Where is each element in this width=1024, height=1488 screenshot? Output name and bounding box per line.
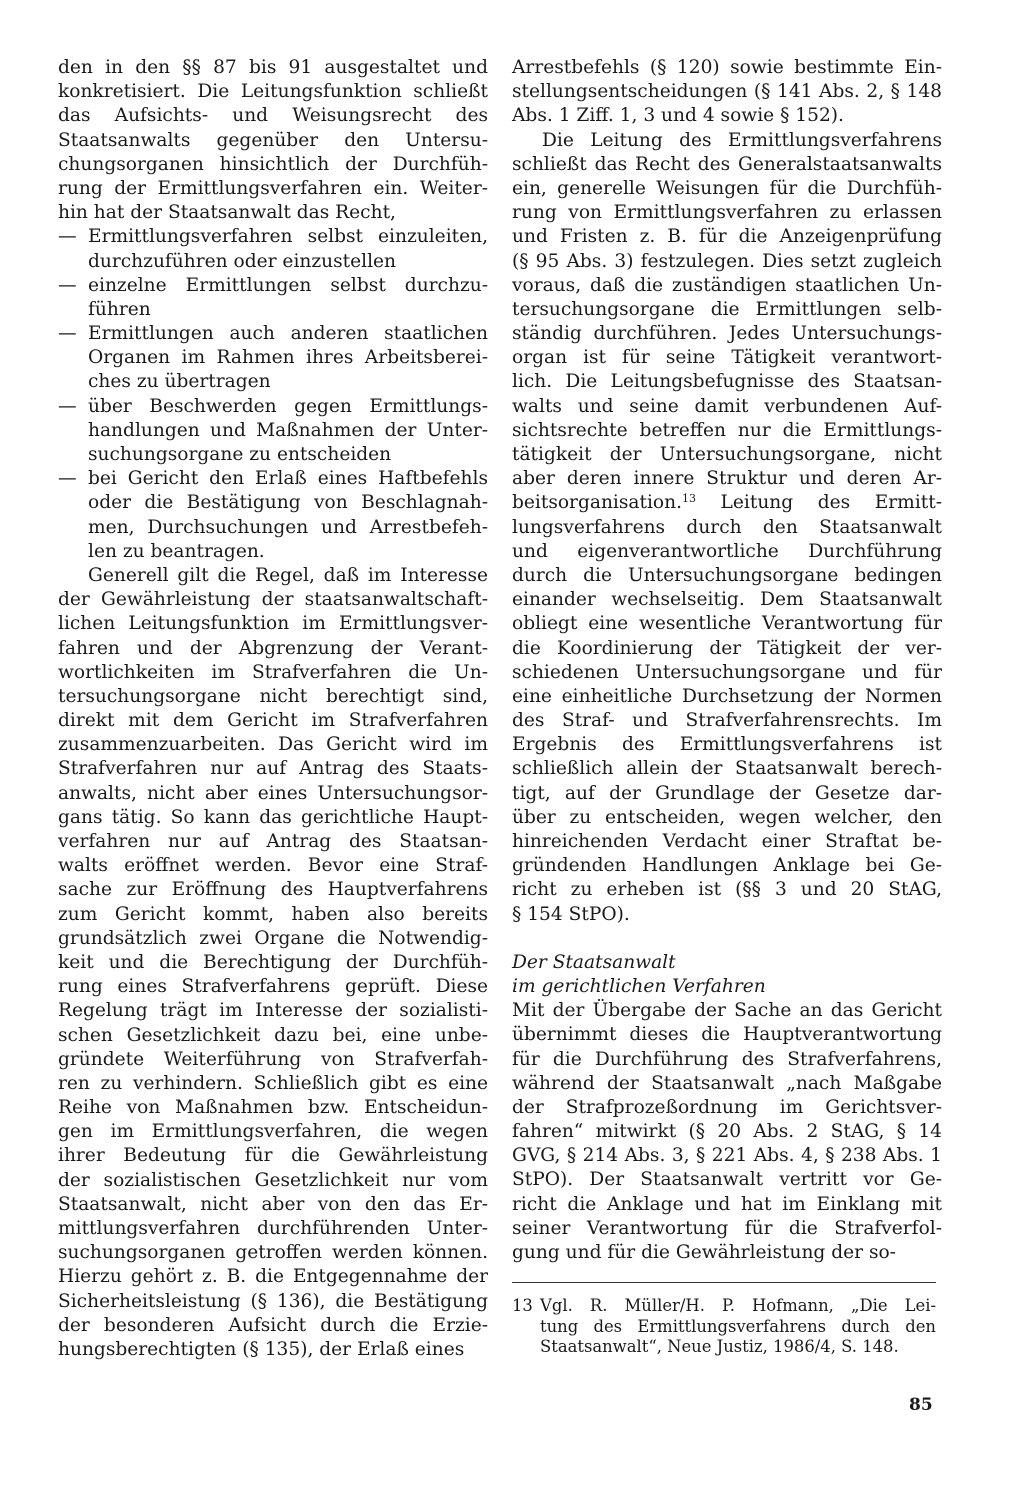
text-line: Staatsanwalts gegenüber den Untersu- [58,129,488,151]
text-line: Organen im Rahmen ihres Arbeitsberei- [88,347,488,369]
text-line: keit und die Berechtigung der Durchfüh- [58,951,488,973]
text-line: Ergebnis des Ermittlungsverfahrens ist [512,734,942,756]
text-line: verfahren nur auf Antrag des Staatsan- [58,831,488,852]
text-line: gung und für die Gewährleistung der so- [512,1242,896,1263]
text-line: bei Gericht den Erlaß eines Haftbefehls [88,468,488,490]
text-line: stellungsentscheidungen (§ 141 Abs. 2, § 148 [512,81,942,103]
text-line: einzelne Ermittlungen selbst durchzu- [88,274,488,296]
text-line: walts und seine damit verbundenen Auf- [512,395,942,417]
footnote-divider [512,1282,936,1283]
text-line: oder die Bestätigung von Beschlagnah- [88,492,488,514]
text-line: der Gewährleistung der staatsanwaltschaft- [58,589,488,611]
left-paragraph-2 [58,564,488,1362]
section-heading [512,951,942,999]
text-line: Strafverfahren nur auf Antrag des Staats- [58,758,488,780]
text-line: lich. Die Leitungsbefugnisse des Staatsan- [512,371,942,393]
text-line: Sicherheitsleistung (§ 136), die Bestätigung [58,1290,488,1312]
text-line: des Straf- und Strafverfahrensrechts. Im [512,710,942,732]
text-line: Regelung trägt im Interesse der sozialisti- [58,1000,488,1022]
text-line: das Aufsichts- und Weisungsrecht des [58,105,488,127]
paragraph-lines [512,129,942,492]
text-line: GVG, § 214 Abs. 3, § 221 Abs. 4, § 238 Abs. 1 [512,1145,942,1167]
text-line: Arrestbefehls (§ 120) sowie bestimmte Ein- [512,57,942,78]
text-line: und Fristen z. B. für die Anzeigenprüfung [512,226,942,248]
text-fragment: beitsorganisation. [512,492,682,514]
text-line: tersuchungsorgane die Ermittlungen selb- [512,298,942,320]
text-line: fahren“ mitwirkt (§ 20 Abs. 2 StAG, § 14 [512,1121,942,1143]
footnote-text [512,1296,936,1358]
text-line: wortlichkeiten im Strafverfahren die Un- [58,661,488,683]
list-item [58,467,488,564]
dash-marker: — [58,395,77,417]
footnote-line: Staatsanwalt“, Neue Justiz, 1986/4, S. 148. [540,1337,899,1357]
text-line: sache zur Eröffnung des Hauptverfahrens [58,879,488,901]
text-line: über zu entscheiden, wegen welcher, den [512,806,942,828]
text-line: StPO). Der Staatsanwalt vertritt vor Ge- [512,1169,942,1191]
section-heading-line: im gerichtlichen Verfahren [512,975,766,997]
text-line: gründete Weiterführung von Strafverfah- [58,1048,488,1070]
text-line: übernimmt dieses die Hauptverantwortung [512,1024,942,1046]
text-line: Generell gilt die Regel, daß im Interesse [88,564,488,586]
text-line: Ermittlungsverfahren selbst einzuleiten, [88,226,488,248]
right-column [512,56,942,1265]
footnote-reference: 13 [682,492,696,506]
footnote-number: 13 [512,1296,533,1315]
text-line: tigt, auf der Grundlage der Gesetze dar- [512,782,942,804]
text-line: walts eröffnet werden. Bevor eine Straf- [58,855,488,877]
dash-marker: — [58,323,77,345]
text-line: schließlich allein der Staatsanwalt berech- [512,758,942,780]
text-line: (§ 95 Abs. 3) festzulegen. Dies setzt zugleich [512,250,942,272]
section-heading-line: Der Staatsanwalt [512,951,676,973]
text-line: der Strafprozeßordnung im Gerichtsver- [512,1096,942,1118]
text-line: gans tätig. So kann das gerichtliche Haupt- [58,806,488,828]
text-line: suchungsorganen getroffen werden können. [58,1242,488,1264]
text-line: schen Gesetzlichkeit dazu bei, eine unbe- [58,1024,488,1046]
text-line-with-footnote [512,491,942,515]
dash-marker: — [58,274,77,296]
text-line: anwalts, nicht aber eines Untersuchungsor- [58,782,488,804]
right-paragraph-3 [512,999,942,1265]
right-paragraph-2 [512,129,942,927]
text-line: hinreichenden Verdacht einer Straftat be- [512,831,942,852]
text-line: hin hat der Staatsanwalt das Recht, [58,202,396,224]
footnote-line: Vgl. R. Müller/H. P. Hofmann, „Die Lei- [540,1296,936,1315]
text-line: Staatsanwalt, nicht aber von den das Er- [58,1193,488,1215]
text-line: obliegt eine wesentliche Verantwortung für [512,613,942,635]
text-line: schiedenen Untersuchungsorgane und für [512,661,942,683]
text-line: seiner Verantwortung für die Strafverfol- [512,1217,942,1239]
text-line: Abs. 1 Ziff. 1, 3 und 4 sowie § 152). [512,105,844,127]
text-line: durch die Untersuchungsorgane bedingen [512,564,942,586]
dash-marker: — [58,468,77,490]
text-line: handlungen und Maßnahmen der Unter- [88,419,488,441]
text-line: richt zu erheben ist (§§ 3 und 20 StAG, [512,879,942,901]
text-line: lichen Leitungsfunktion im Ermittlungsver- [58,613,488,635]
right-paragraph-1 [512,56,942,129]
text-line: aber deren innere Struktur und deren Ar- [512,468,942,490]
text-fragment: Leitung des Ermitt- [696,492,942,514]
left-paragraph-1 [58,56,488,225]
text-line: § 154 StPO). [512,903,630,925]
text-line: eine einheitliche Durchsetzung der Normen [512,685,942,707]
text-line: konkretisiert. Die Leitungsfunktion schließt [58,81,488,103]
text-line: gründenden Handlungen Anklage bei Ge- [512,855,942,877]
text-line: rung von Ermittlungsverfahren zu erlassen [512,202,942,224]
text-line: men, Durchsuchungen und Arrestbefeh- [88,516,488,538]
text-line: direkt mit dem Gericht im Strafverfahren [58,710,488,732]
text-line: Mit der Übergabe der Sache an das Gericht [512,1000,942,1022]
footnote [512,1296,936,1358]
rights-list [58,225,488,564]
text-line: ein, generelle Weisungen für die Durchfüh- [512,177,942,199]
text-line: schließt das Recht des Generalstaatsanwalts [512,153,942,175]
text-line: voraus, daß die zuständigen staatlichen Un- [512,274,942,296]
text-line: für die Durchführung des Strafverfahrens, [512,1048,942,1070]
text-line: rung eines Strafverfahrens geprüft. Diese [58,976,488,998]
text-line: ständig durchführen. Jedes Untersuchungs- [512,323,942,345]
text-line: chungsorganen hinsichtlich der Durchfüh- [58,153,488,175]
text-line: über Beschwerden gegen Ermittlungs- [88,395,488,417]
text-line: den in den §§ 87 bis 91 ausgestaltet und [58,57,488,78]
list-item [58,322,488,395]
list-item [58,225,488,273]
text-line: tersuchungsorgane nicht berechtigt sind, [58,685,488,707]
text-line: gen im Ermittlungsverfahren, die wegen [58,1121,488,1143]
text-line: mittlungsverfahren durchführenden Unter- [58,1218,488,1239]
list-item [58,395,488,468]
text-line: durchzuführen oder einzustellen [88,250,397,272]
text-line: der besonderen Aufsicht durch die Erzie- [58,1314,488,1336]
text-line: lungsverfahrens durch den Staatsanwalt [512,516,942,538]
text-line: ihrer Bedeutung für die Gewährleistung [58,1145,488,1167]
text-line: ren zu verhindern. Schließlich gibt es eine [58,1072,488,1094]
text-line: fahren und der Abgrenzung der Verant- [58,637,488,659]
text-line: Hierzu gehört z. B. die Entgegennahme der [58,1266,488,1288]
text-line: grundsätzlich zwei Organe die Notwendig- [58,927,488,949]
text-line: die Koordinierung der Tätigkeit der ver- [512,637,942,659]
footnote-line: tung des Ermittlungsverfahrens durch den [540,1316,936,1336]
text-line: ches zu übertragen [88,371,271,393]
text-line: len zu beantragen. [88,540,265,562]
text-line: rung der Ermittlungsverfahren ein. Weiter- [58,177,488,199]
text-line: sichtsrechte betreffen nur die Ermittlungs- [512,419,942,441]
dash-marker: — [58,226,77,248]
list-item [58,274,488,322]
text-line: zum Gericht kommt, haben also bereits [58,903,488,925]
text-line: Ermittlungen auch anderen staatlichen [88,323,488,345]
text-line: Die Leitung des Ermittlungsverfahrens [542,129,942,151]
text-line: führen [88,298,151,320]
text-line: tätigkeit der Untersuchungsorgane, nicht [512,444,942,465]
left-column [58,56,488,1362]
text-line: suchungsorgane zu entscheiden [88,444,392,465]
text-line: einander wechselseitig. Dem Staatsanwalt [512,589,942,611]
paragraph-lines [512,516,942,927]
text-line: Reihe von Maßnahmen bzw. Entscheidun- [58,1097,488,1119]
text-line: während der Staatsanwalt „nach Maßgabe [512,1072,942,1094]
text-line: organ ist für seine Tätigkeit verantwort- [512,347,942,369]
text-line: der sozialistischen Gesetzlichkeit nur vom [58,1169,488,1191]
text-line: zusammenzuarbeiten. Das Gericht wird im [58,734,488,756]
text-line: hungsberechtigten (§ 135), der Erlaß eines [58,1338,465,1360]
text-line: richt die Anklage und hat im Einklang mit [512,1193,942,1215]
page-number: 85 [909,1395,933,1415]
text-line: und eigenverantwortliche Durchführung [512,540,942,562]
spacer [512,927,942,951]
